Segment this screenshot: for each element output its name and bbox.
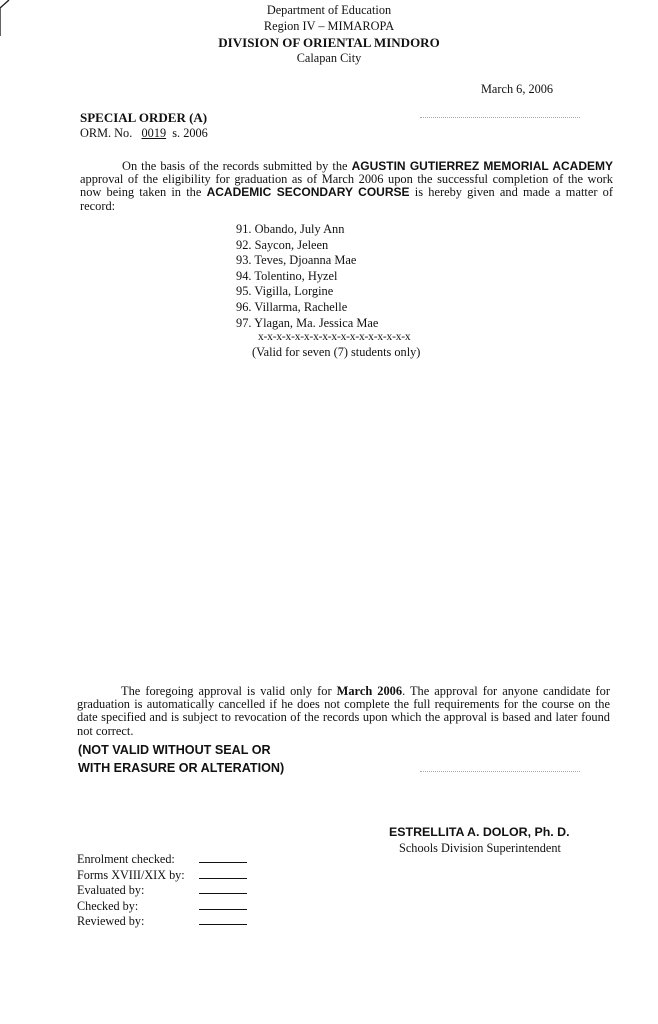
orm-prefix: ORM. No. (80, 126, 133, 140)
header-division: DIVISION OF ORIENTAL MINDORO (218, 35, 440, 50)
checklist-item (77, 883, 247, 899)
header-department: Department of Education (266, 3, 392, 17)
header-city: Calapan City (296, 51, 362, 65)
school-name: AGUSTIN GUTIERREZ MEMORIAL ACADEMY (351, 159, 614, 173)
checklist-item (77, 899, 247, 915)
paragraph1-text-1: On the basis of the records submitted by the (122, 159, 348, 173)
checklist-item (77, 868, 247, 884)
approval-paragraph (80, 160, 613, 213)
signatory-title: Schools Division Superintendent (399, 841, 561, 855)
checklist (77, 852, 247, 930)
document-date: March 6, 2006 (481, 82, 554, 96)
validity-note: (Valid for seven (7) students only) (252, 345, 421, 359)
signature-line (199, 909, 247, 910)
list-item: 96. Villarma, Rachelle (236, 299, 348, 314)
orm-number-line (80, 126, 208, 141)
valid-month: March 2006 (336, 684, 403, 698)
checklist-item (77, 852, 247, 868)
paragraph2-text-1: The foregoing approval is valid only for (121, 684, 332, 698)
paragraph2-text-2: . The approval for anyone candidate for graduation is automatically cancelled if he does not complete the full requirements for the course on the date specified and is subject to revocation of the records upon which the approval is based and later found not correct. (77, 684, 610, 738)
validity-paragraph (77, 685, 610, 738)
student-list (236, 222, 378, 331)
separator-line: x-x-x-x-x-x-x-x-x-x-x-x-x-x-x-x-x (258, 331, 411, 343)
signature-line (199, 893, 247, 894)
warning-line-1: (NOT VALID WITHOUT SEAL OR (78, 743, 271, 757)
checklist-label: Forms XVIII/XIX by: (77, 867, 185, 882)
course-name: ACADEMIC SECONDARY COURSE (206, 185, 410, 200)
checklist-item (77, 914, 247, 930)
scan-speckles (420, 117, 580, 119)
list-item: 93. Teves, Djoanna Mae (236, 253, 357, 268)
list-item: 94. Tolentino, Hyzel (236, 268, 338, 283)
warning-line-2: WITH ERASURE OR ALTERATION) (78, 761, 285, 775)
checklist-label: Evaluated by: (77, 883, 145, 898)
checklist-label: Enrolment checked: (77, 852, 175, 866)
checklist-label: Checked by: (77, 898, 139, 913)
paragraph1-text-3: is hereby given and made a matter of record: (80, 185, 613, 213)
signatory-name: ESTRELLITA A. DOLOR, Ph. D. (389, 825, 570, 839)
list-item: 95. Vigilla, Lorgine (236, 284, 334, 299)
checklist-label: Reviewed by: (77, 914, 145, 929)
paragraph1-text-2: approval of the eligibility for graduation as of March 2006 upon the successful completion of the work now being taken in the (80, 172, 613, 200)
orm-series: s. 2006 (172, 126, 208, 140)
signature-line (199, 878, 247, 879)
list-item: 97. Ylagan, Ma. Jessica Mae (236, 315, 379, 330)
list-item: 92. Saycon, Jeleen (236, 237, 329, 252)
list-item: 91. Obando, July Ann (236, 222, 345, 236)
orm-number: 0019 (141, 126, 167, 140)
signature-line (199, 924, 247, 925)
signature-line (199, 862, 247, 863)
scan-speckles (420, 771, 580, 773)
order-title: SPECIAL ORDER (A) (80, 110, 208, 125)
header-region: Region IV – MIMAROPA (263, 19, 395, 33)
